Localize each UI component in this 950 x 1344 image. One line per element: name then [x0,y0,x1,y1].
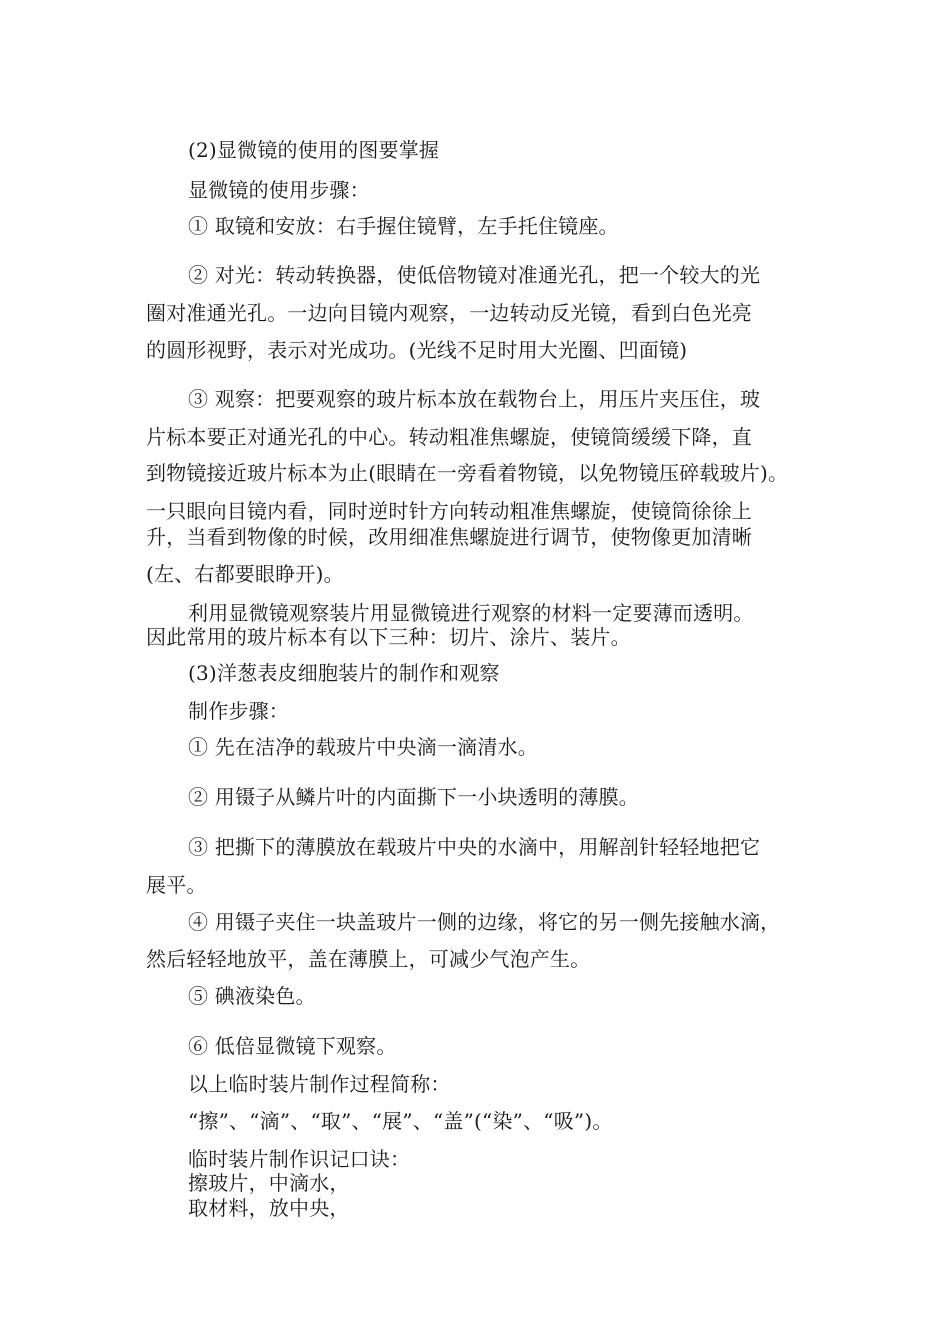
heading-onion-slide: (3)洋葱表皮细胞装片的制作和观察 [188,661,500,685]
mnemonic-line-1: 擦玻片，中滴水， [188,1171,350,1195]
prep-step-4-cont: 然后轻轻地放平，盖在薄膜上，可减少气泡产生。 [146,947,591,971]
summary-intro: 以上临时装片制作过程简称： [188,1072,451,1096]
steps-heading: 显微镜的使用步骤： [188,178,370,202]
prep-step-3-cont: 展平。 [146,873,207,897]
prep-step-5: ⑤ 碘液染色。 [188,984,316,1008]
mnemonic-line-2: 取材料，放中央， [188,1196,350,1220]
step-2-text-cont: 圈对准通光孔。一边向目镜内观察，一边转动反光镜，看到白色光亮 [146,301,752,325]
prep-step-3: ③ 把撕下的薄膜放在载玻片中央的水滴中，用解剖针轻轻地把它 [188,835,761,859]
prep-step-1: ① 先在洁净的载玻片中央滴一滴清水。 [188,735,538,759]
prep-steps-heading: 制作步骤： [188,699,289,723]
step-2-text: ② 对光：转动转换器，使低倍物镜对准通光孔，把一个较大的光 [188,263,761,287]
step-3-text-cont: 片标本要正对通光孔的中心。转动粗准焦螺旋，使镜筒缓缓下降，直 [146,425,752,449]
step-3-text-cont: (左、右都要眼睁开)。 [146,562,344,586]
prep-step-4: ④ 用镊子夹住一块盖玻片一侧的边缘，将它的另一侧先接触水滴， [188,910,781,934]
prep-step-6: ⑥ 低倍显微镜下观察。 [188,1034,397,1058]
prep-step-2: ② 用镊子从鳞片叶的内面撕下一小块透明的薄膜。 [188,785,639,809]
step-3-text-cont: 一只眼向目镜内看，同时逆时针方向转动粗准焦螺旋，使镜筒徐徐上 [146,499,752,523]
summary-keywords: “擦”、“滴”、“取”、“展”、“盖”(“染”、“吸”)。 [188,1109,613,1133]
paragraph-slide-types: 因此常用的玻片标本有以下三种：切片、涂片、装片。 [146,625,631,649]
step-1-text: ① 取镜和安放：右手握住镜臂，左手托住镜座。 [188,214,619,238]
step-2-text-cont: 的圆形视野，表示对光成功。(光线不足时用大光圈、凹面镜) [146,338,688,362]
step-3-text: ③ 观察：把要观察的玻片标本放在载物台上，用压片夹压住，玻 [188,387,761,411]
step-3-text-cont: 升，当看到物像的时候，改用细准焦螺旋进行调节，使物像更加清晰 [146,525,752,549]
heading-microscope-usage: (2)显微镜的使用的图要掌握 [188,138,440,162]
mnemonic-heading: 临时装片制作识记口诀： [188,1147,411,1171]
paragraph-transparent-material: 利用显微镜观察装片用显微镜进行观察的材料一定要薄而透明。 [188,601,754,625]
step-3-text-cont: 到物镜接近玻片标本为止(眼睛在一旁看着物镜，以免物镜压碎载玻片)。 [146,461,789,485]
